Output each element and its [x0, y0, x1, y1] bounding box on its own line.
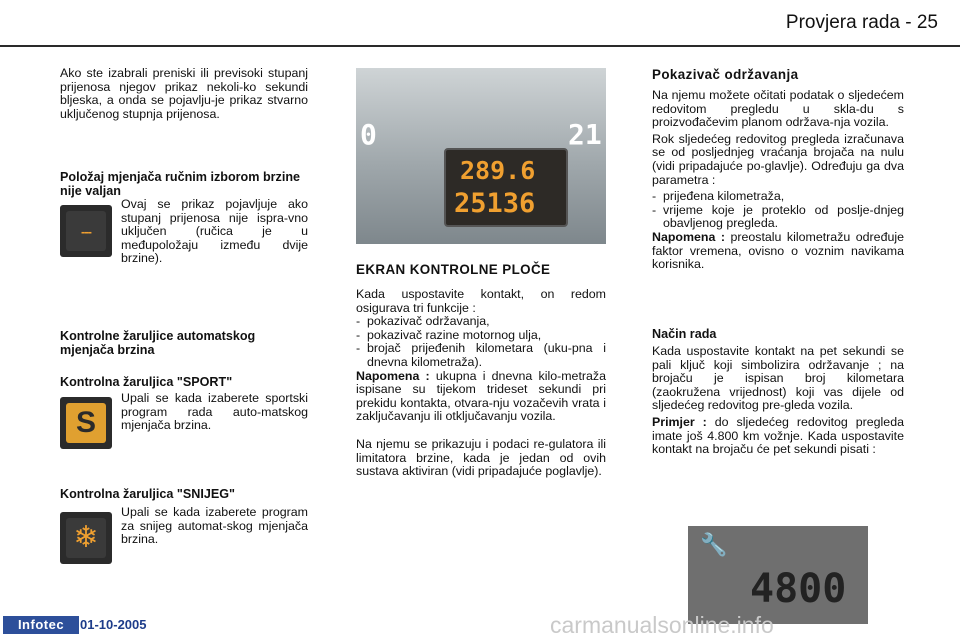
gear-text: Ovaj se prikaz pojavljuje ako stupanj prijenosa nije ispra-vno uključen (ručica je u međupoložaju između dvije brzine). [121, 197, 308, 266]
lcd-display [444, 148, 568, 227]
lcd-bottom-value: 25136 [454, 188, 536, 219]
note-label: Napomena : [356, 368, 430, 383]
list-item: - vrijeme koje je proteklo od poslje-dnjeg obavljenog pregleda. [652, 204, 904, 231]
mode-body [652, 345, 904, 457]
auto-gearbox-heading: Kontrolne žaruljice automatskog mjenjača brzina [60, 329, 256, 357]
example-text: do sljedećeg redovitog pregleda imate još 4.800 km vožnje. Kada uspostavite kontakt na brojaču će pet sekundi pisati : [652, 414, 904, 457]
parameter-list [652, 190, 904, 231]
note-text: preostalu kilometražu određuje faktor vremena, ovisno o voznim navikama korisnika. [652, 229, 904, 272]
service-indicator-photo [688, 526, 868, 624]
odo-value: 4800 [750, 566, 847, 612]
sport-text: Upali se kada izaberete sportski program rada auto-matskog mjenjača brzina. [121, 391, 308, 433]
wrench-icon: 🔧 [700, 532, 728, 557]
list-item: - pokazivač razine motornog ulja, [356, 329, 606, 343]
note-label: Napomena : [652, 229, 725, 244]
list-item: - pokazivač održavanja, [356, 315, 606, 329]
header-divider [0, 45, 960, 47]
snow-text: Upali se kada izaberete program za snijeg automat-skog mjenjača brzina. [121, 505, 308, 547]
dial-right-number: 21 [568, 118, 602, 151]
example-label: Primjer : [652, 414, 707, 429]
note-text: ukupna i dnevna kilo-metraža ispisane su tijekom trideset sekundi pri prekidu kontakta, otvara-nju vozačevih vrata i zaključavanju ili otključavanju vozila. [356, 368, 606, 424]
mode-text: Kada uspostavite kontakt na pet sekundi se pali ključ koji simbolizira održavanje ; na brojaču je ispisan broj kilometara (zaokružena vrijednost) koji vas dijele od sljedećeg redovitog pre-gleda vozila. [652, 344, 904, 413]
page-header-title: Provjera rada - 25 [785, 12, 938, 33]
dial-left-number: 0 [360, 118, 377, 151]
col1-intro: Ako ste izabrali preniski ili previsoki stupanj prijenosa njegov prikaz nekoli-ko sekundi bljeska, a onda se pojavlju-je prikaz stvarno uključenog stupnja prijenosa. [60, 66, 308, 121]
list-item: - prijeđena kilometraža, [652, 190, 904, 204]
col3-p1: Na njemu možete očitati podatak o sljedećem redovitom pregledu u skla-du s proizvođačevim planom održava-nja vozila. [652, 88, 904, 130]
footer-date: 01-10-2005 [80, 617, 147, 632]
sport-icon: S [60, 397, 112, 449]
col3-heading: Pokazivač održavanja [652, 67, 799, 82]
sport-heading: Kontrolna žaruljica "SPORT" [60, 375, 233, 389]
instrument-panel-photo [356, 68, 606, 244]
watermark-text: carmanualsonline.info [550, 612, 774, 638]
col2-heading: EKRAN KONTROLNE PLOČE [356, 262, 551, 277]
snowflake-icon: ❄ [60, 512, 112, 564]
col3-body [652, 89, 904, 272]
list-item: - brojač prijeđenih kilometara (uku-pna i dnevna kilometraža). [356, 342, 606, 369]
col2-intro: Kada uspostavite kontakt, on redom osigurava tri funkcije : [356, 287, 606, 315]
col3-p2: Rok sljedećeg redovitog pregleda izračunava se od posljednjeg vraćanja brojača na nulu (vidi pripadajuće po-glavlje). Određuju ga dva parametra : [652, 131, 904, 187]
lcd-top-value: 289.6 [460, 156, 536, 185]
function-list [356, 315, 606, 369]
infotec-logo: Infotec [3, 616, 79, 634]
col2-para: Na njemu se prikazuju i podaci re-gulatora ili limitatora brzine, kada je jedan od ovih sustava aktiviran (vidi pripadajuće poglavlje). [356, 436, 606, 479]
col2-body [356, 288, 606, 479]
mode-heading: Način rada [652, 327, 717, 341]
snow-heading: Kontrolna žaruljica "SNIJEG" [60, 487, 235, 501]
gear-heading: Položaj mjenjača ručnim izborom brzine nije valjan [60, 170, 301, 198]
gear-warning-icon: --- [60, 205, 112, 257]
